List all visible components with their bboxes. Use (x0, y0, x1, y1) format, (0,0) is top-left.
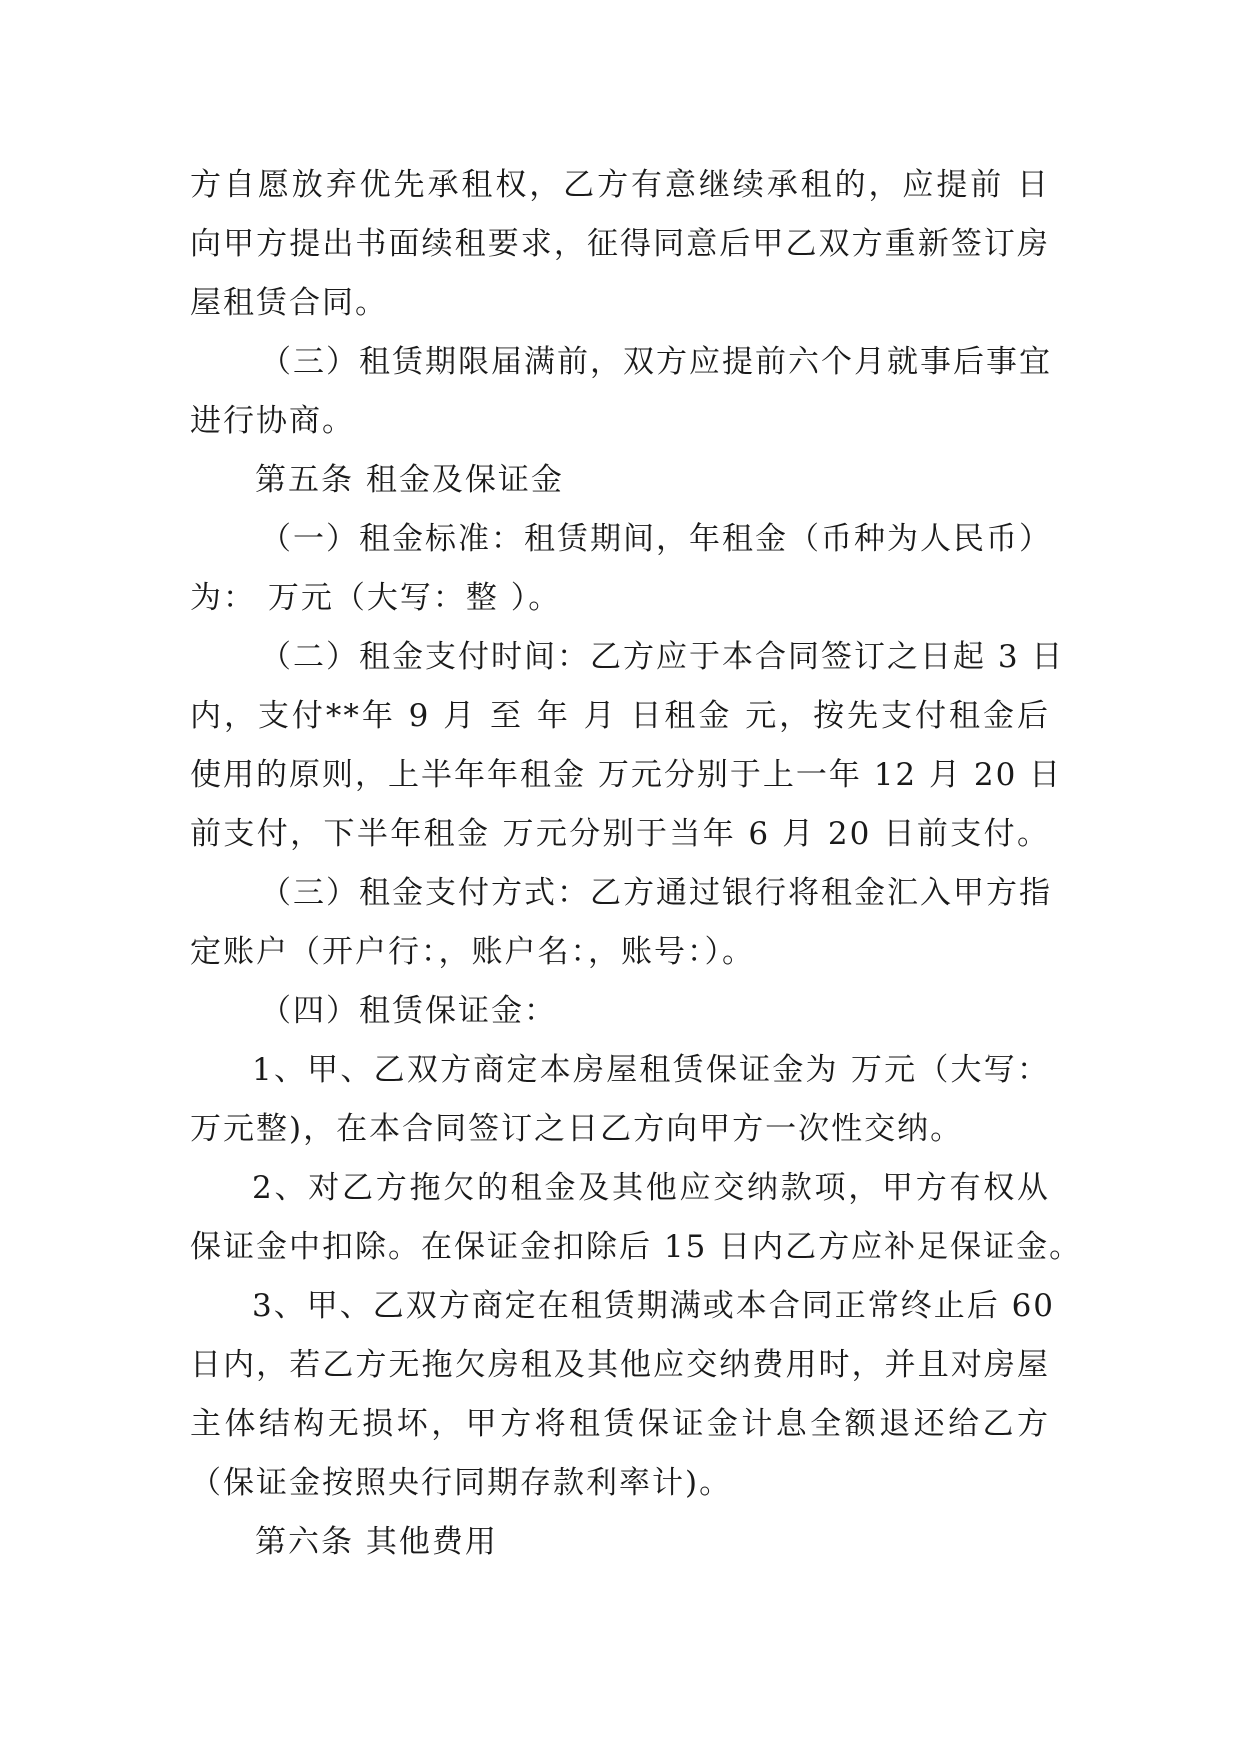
text-line-10: 内，支付**年 9 月 至 年 月 日租金 元，按先支付租金后 (190, 698, 1050, 734)
text-line-15: （四）租赁保证金： (260, 993, 557, 1029)
section-heading-5: 第五条 租金及保证金 (255, 462, 564, 498)
text-line-3: 屋租赁合同。 (190, 285, 388, 321)
text-line-14: 定账户（开户行：，账户名：，账号：）。 (190, 934, 755, 970)
text-line-19: 保证金中扣除。在保证金扣除后 15 日内乙方应补足保证金。 (190, 1229, 1083, 1265)
text-line-4: （三）租赁期限届满前，双方应提前六个月就事后事宜 (260, 344, 1052, 380)
text-line-5: 进行协商。 (190, 403, 355, 439)
section-heading-6: 第六条 其他费用 (255, 1524, 498, 1560)
text-line-12: 前支付，下半年租金 万元分别于当年 6 月 20 日前支付。 (190, 816, 1050, 852)
text-line-7: （一）租金标准：租赁期间，年租金（币种为人民币） (260, 521, 1052, 557)
text-line-11: 使用的原则，上半年年租金 万元分别于上一年 12 月 20 日 (190, 757, 1063, 793)
text-line-23: （保证金按照央行同期存款利率计)。 (190, 1465, 733, 1501)
text-line-13: （三）租金支付方式：乙方通过银行将租金汇入甲方指 (260, 875, 1052, 911)
text-line-21: 日内，若乙方无拖欠房租及其他应交纳费用时，并且对房屋 (190, 1347, 1050, 1383)
text-line-9: （二）租金支付时间：乙方应于本合同签订之日起 3 日 (260, 639, 1065, 675)
text-line-2: 向甲方提出书面续租要求，征得同意后甲乙双方重新签订房 (190, 226, 1050, 262)
text-line-20: 3、甲、乙双方商定在租赁期满或本合同正常终止后 60 (252, 1288, 1056, 1324)
text-line-1: 方自愿放弃优先承租权，乙方有意继续承租的，应提前 日 (190, 167, 1050, 203)
text-line-17: 万元整)，在本合同签订之日乙方向甲方一次性交纳。 (190, 1111, 964, 1147)
text-line-18: 2、对乙方拖欠的租金及其他应交纳款项，甲方有权从 (252, 1170, 1050, 1206)
text-line-22: 主体结构无损坏，甲方将租赁保证金计息全额退还给乙方 (190, 1406, 1050, 1442)
text-line-8: 为： 万元（大写：整 ）。 (190, 580, 562, 616)
text-line-16: 1、甲、乙双方商定本房屋租赁保证金为 万元（大写： (252, 1052, 1050, 1088)
